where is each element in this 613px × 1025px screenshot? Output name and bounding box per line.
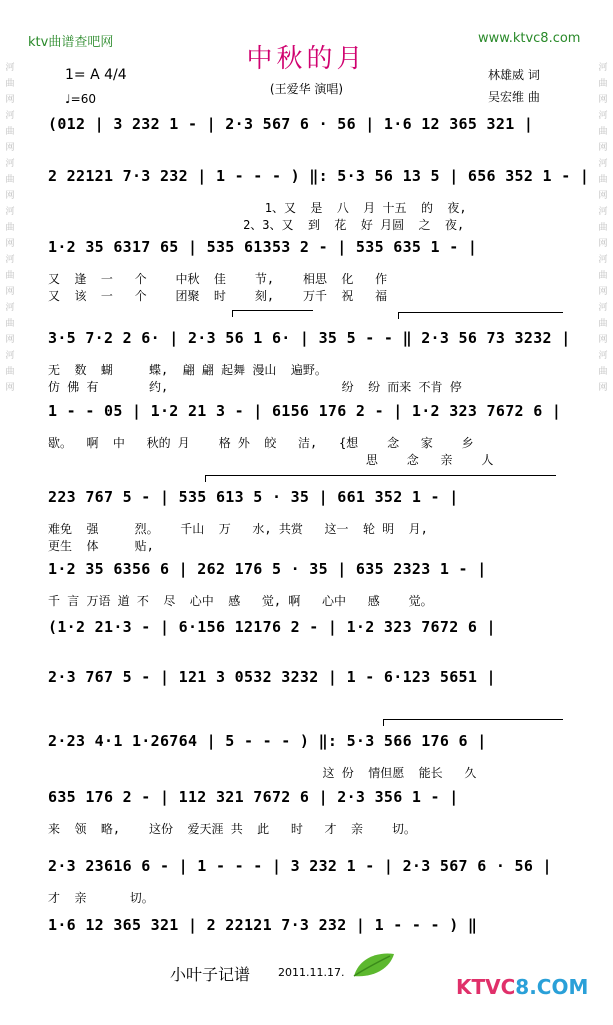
- transcriber-signature: 小叶子记谱: [170, 965, 251, 984]
- tempo: ♩=60: [65, 92, 96, 106]
- brand-text-a: KTVC: [456, 975, 516, 999]
- lyricist: 林雄威 词: [488, 68, 540, 82]
- brand-logo: [456, 975, 588, 999]
- lyric-line: 又 该 一 个 团聚 时 刻, 万千 祝 福: [48, 289, 388, 303]
- volta-bracket: [398, 312, 563, 319]
- music-line: (012 | 3 232 1 - | 2·3 567 6 · 56 | 1·6 12 365 321 |: [48, 115, 534, 133]
- transcription-date: 2011.11.17.: [278, 966, 345, 979]
- lyric-line: 这 份 情但愿 能长 久: [48, 766, 477, 780]
- lyric-line: 仿 佛 有 约, 纷 纷 而来 不肯 停: [48, 380, 462, 394]
- lyric-line: 思 念 亲 人: [48, 453, 494, 467]
- leaf-icon: [350, 950, 398, 980]
- brand-text-b: 8.COM: [515, 975, 589, 999]
- music-line: 1·2 35 6317 65 | 535 61353 2 - | 535 635 1 - |: [48, 238, 478, 256]
- lyric-line: 歇。 啊 中 秋的 月 格 外 皎 洁, {想 念 家 乡: [48, 436, 474, 450]
- singer: (王爱华 演唱): [269, 82, 344, 96]
- lyric-line: 更生 体 贴,: [48, 539, 154, 553]
- site-url-right[interactable]: www.ktvc8.com: [478, 31, 581, 46]
- site-name-left[interactable]: ktv曲谱查吧网: [28, 35, 114, 50]
- music-line: 1·2 35 6356 6 | 262 176 5 · 35 | 635 2323 1 - |: [48, 560, 487, 578]
- watermark-left: 河曲网河曲网河曲网河曲网河曲网河曲网河曲网: [5, 63, 15, 393]
- watermark-right: 河曲网河曲网河曲网河曲网河曲网河曲网河曲网: [598, 63, 608, 393]
- song-title: 中秋的月: [246, 44, 367, 74]
- key-signature: 1= A 4/4: [65, 67, 127, 83]
- volta-bracket: [205, 475, 556, 482]
- lyric-line: 才 亲 切。: [48, 891, 154, 905]
- composer: 吴宏维 曲: [488, 90, 540, 104]
- music-line: 1·6 12 365 321 | 2 22121 7·3 232 | 1 - - - ) ‖: [48, 916, 478, 934]
- music-line: 2·3 767 5 - | 121 3 0532 3232 | 1 - 6·123 5651 |: [48, 668, 496, 686]
- music-line: 2 22121 7·3 232 | 1 - - - ) ‖: 5·3 56 13 5 | 656 352 1 - |: [48, 167, 590, 185]
- music-line: 3·5 7·2 2 6· | 2·3 56 1 6· | 35 5 - - ‖ 2·3 56 73 3232 |: [48, 329, 571, 347]
- lyric-line: 2、3、又 到 花 好 月圆 之 夜,: [48, 218, 465, 232]
- music-line: 635 176 2 - | 112 321 7672 6 | 2·3 356 1 - |: [48, 788, 459, 806]
- lyric-line: 难免 强 烈。 千山 万 水, 共赏 这一 轮 明 月,: [48, 522, 428, 536]
- lyric-line: 无 数 蝴 蝶, 翩 翩 起舞 漫山 遍野。: [48, 363, 327, 377]
- music-line: 2·23 4·1 1·26764 | 5 - - - ) ‖: 5·3 566 176 6 |: [48, 732, 487, 750]
- volta-bracket: [232, 310, 313, 317]
- music-line: (1·2 21·3 - | 6·156 12176 2 - | 1·2 323 7672 6 |: [48, 618, 496, 636]
- lyric-line: 1、又 是 八 月 十五 的 夜,: [48, 201, 467, 215]
- music-line: 223 767 5 - | 535 613 5 · 35 | 661 352 1 - |: [48, 488, 459, 506]
- lyric-line: 又 逢 一 个 中秋 佳 节, 相思 化 作: [48, 272, 388, 286]
- volta-bracket: [383, 719, 563, 726]
- music-line: 1 - - 05 | 1·2 21 3 - | 6156 176 2 - | 1·2 323 7672 6 |: [48, 402, 562, 420]
- music-line: 2·3 23616 6 - | 1 - - - | 3 232 1 - | 2·3 567 6 · 56 |: [48, 857, 552, 875]
- lyric-line: 千 言 万语 道 不 尽 心中 感 觉, 啊 心中 感 觉。: [48, 594, 433, 608]
- lyric-line: 来 领 略, 这份 爱天涯 共 此 时 才 亲 切。: [48, 822, 416, 836]
